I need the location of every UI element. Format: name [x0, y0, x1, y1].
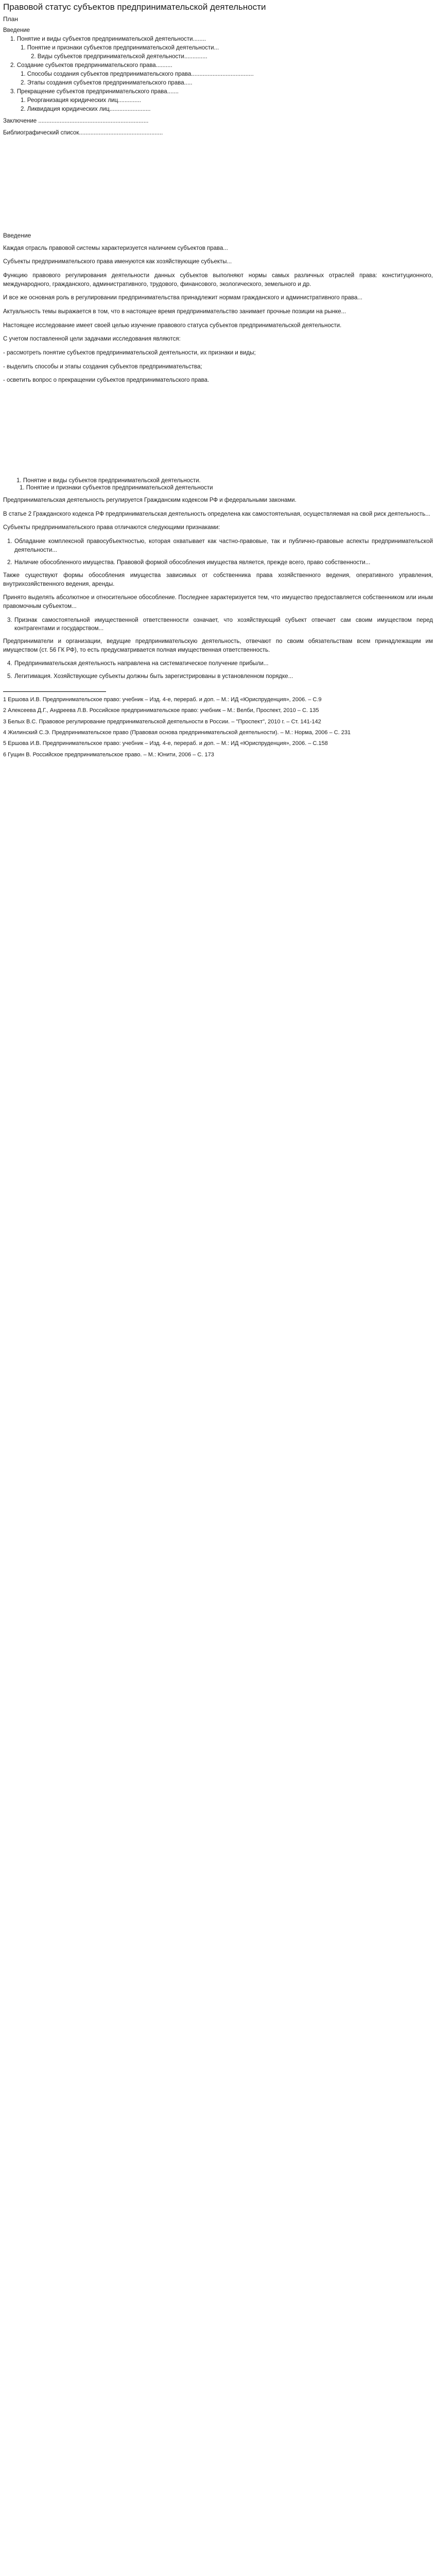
toc-item: 1. Способы создания субъектов предпринимательского права...................................... [21, 71, 254, 78]
chapter-1-heading: 1. Понятие и виды субъектов предпринимательской деятельности. [16, 478, 201, 484]
footnote: 3 Белых В.С. Правовое регулирование предпринимательской деятельности в России. – "Проспект", 2010 г. – Ст. 141-142 [3, 718, 321, 725]
list-item-text: Обладание комплексной правосубъектностью, которая охватывает как частно-правовые, так и публично-правовые аспекты предпринимательской деятельности... [14, 538, 433, 553]
document-title: Правовой статус субъектов предпринимательской деятельности [3, 2, 266, 12]
intro-paragraph: - рассмотреть понятие субъектов предпринимательской деятельности, их признаки и виды; [3, 350, 256, 357]
numbered-list-item [3, 672, 433, 681]
intro-paragraph: И все же основная роль в регулировании предпринимательства принадлежит нормам гражданского и административного права... [3, 295, 362, 301]
toc-item: 2. Ликвидация юридических лиц......................... [21, 106, 151, 112]
footnote: 6 Гущин В. Российское предпринимательское право. – М.: Юнити, 2006 – С. 173 [3, 751, 214, 758]
list-item-number: 5. [7, 673, 12, 680]
toc-item: 1. Реорганизация юридических лиц.............. [21, 97, 141, 104]
intro-paragraph: Настоящее исследование имеет своей целью изучение правового статуса субъектов предпринимательской деятельности. [3, 322, 342, 329]
plan-label: План [3, 15, 18, 23]
intro-paragraph: Субъекты предпринимательского права именуются как хозяйствующие субъекты... [3, 259, 232, 265]
intro-paragraph: - выделить способы и этапы создания субъектов предпринимательства; [3, 363, 202, 370]
intro-heading: Введение [3, 231, 31, 239]
list-item-number: 2. [7, 560, 12, 566]
intro-paragraph: Функцию правового регулирования деятельности данных субъектов выполняют нормы самых различных отраслей права: конституционного, международного, гражданского, административного, трудового, финансового, экологического, земельного и др. [3, 272, 433, 287]
numbered-list-item [3, 537, 433, 554]
document-page [0, 0, 436, 783]
chapter-paragraph: Также существуют формы обособления имущества зависимых от собственника права хозяйственного ведения, оперативного управления, внутрихозяйственного ведения, аренды. [3, 572, 433, 587]
toc-item: 2. Этапы создания субъектов предпринимательского права..... [21, 80, 193, 87]
footnotes-divider [3, 691, 106, 692]
list-item-number: 1. [7, 538, 12, 545]
toc-item: 3. Прекращение субъектов предпринимательского права....... [10, 88, 179, 95]
list-item-number: 3. [7, 617, 12, 623]
list-item-text: Предпринимательская деятельность направлена на систематическое получение прибыли... [14, 660, 269, 667]
list-item-text: Легитимация. Хозяйствующие субъекты должны быть зарегистрированы в установленном порядке... [14, 673, 293, 680]
intro-paragraph: Каждая отрасль правовой системы характеризуется наличием субъектов права... [3, 245, 228, 251]
list-item-text: Признак самостоятельной имущественной ответственности означает, что хозяйствующий субъект отвечает сам своим имуществом перед контрагентами и государством... [14, 617, 433, 632]
list-item-text: Наличие обособленного имущества. Правовой формой обособления имущества является, прежде всего, право собственности... [14, 560, 371, 566]
toc-bibliography: Библиографический список................................................... [3, 129, 163, 136]
numbered-list-item [3, 616, 433, 633]
chapter-paragraph: Предприниматели и организации, ведущие предпринимательскую деятельность, отвечают по своим обязательствам всем принадлежащим им имуществом (ст. 56 ГК РФ), то есть предусматривается полная имущественная ответственность. [3, 638, 433, 653]
intro-paragraph: Актуальность темы выражается в том, что в настоящее время предпринимательство занимает прочные позиции на рынке... [3, 309, 346, 315]
footnote: 5 Ершова И.В. Предпринимательское право: учебник – Изд. 4-е, перераб. и доп. – М.: ИД «Юриспруденция», 2006. – С.158 [3, 740, 328, 747]
chapter-paragraph: Предпринимательская деятельность регулируется Гражданским кодексом РФ и федеральными законами. [3, 497, 297, 504]
chapter-paragraph: Принято выделять абсолютное и относительное обособление. Последнее характеризуется тем, что имущество предоставляется собственником или иным правомочным субъектом... [3, 595, 433, 610]
chapter-paragraph: В статье 2 Гражданского кодекса РФ предпринимательская деятельность определена как самостоятельная, осуществляемая на свой риск деятельность... [3, 511, 430, 517]
numbered-list-item [3, 659, 433, 668]
footnote: 4 Жилинский С.Э. Предпринимательское право (Правовая основа предпринимательской деятельности). – М.: Норма, 2006 – С. 231 [3, 729, 351, 736]
numbered-list-item [3, 558, 433, 567]
chapter-paragraph: Субъекты предпринимательского права отличаются следующими признаками: [3, 524, 220, 531]
chapter-1-1-heading: 1. Понятие и признаки субъектов предпринимательской деятельности [20, 485, 213, 492]
toc-item: 2. Виды субъектов предпринимательской деятельности.............. [31, 54, 207, 60]
toc-item: 2. Создание субъектов предпринимательского права.......... [10, 62, 172, 69]
toc-item: 1. Понятие и виды субъектов предпринимательской деятельности........ [10, 36, 206, 43]
toc-conclusion: Заключение ................................................................... [3, 117, 149, 124]
toc-intro: Введение [3, 27, 30, 34]
footnote: 1 Ершова И.В. Предпринимательское право: учебник – Изд. 4-е, перераб. и доп. – М.: ИД «Юриспруденция», 2006. – С.9 [3, 696, 322, 703]
intro-paragraph: С учетом поставленной цели задачами исследования являются: [3, 336, 181, 343]
intro-paragraph: - осветить вопрос о прекращении субъектов предпринимательского права. [3, 377, 210, 384]
footnote: 2 Алексеева Д.Г., Андреева Л.В. Российское предпринимательское право: учебник – М.: Велби, Проспект, 2010 – С. 135 [3, 707, 319, 714]
toc-item: 1. Понятие и признаки субъектов предпринимательской деятельности... [21, 45, 219, 52]
list-item-number: 4. [7, 660, 12, 667]
